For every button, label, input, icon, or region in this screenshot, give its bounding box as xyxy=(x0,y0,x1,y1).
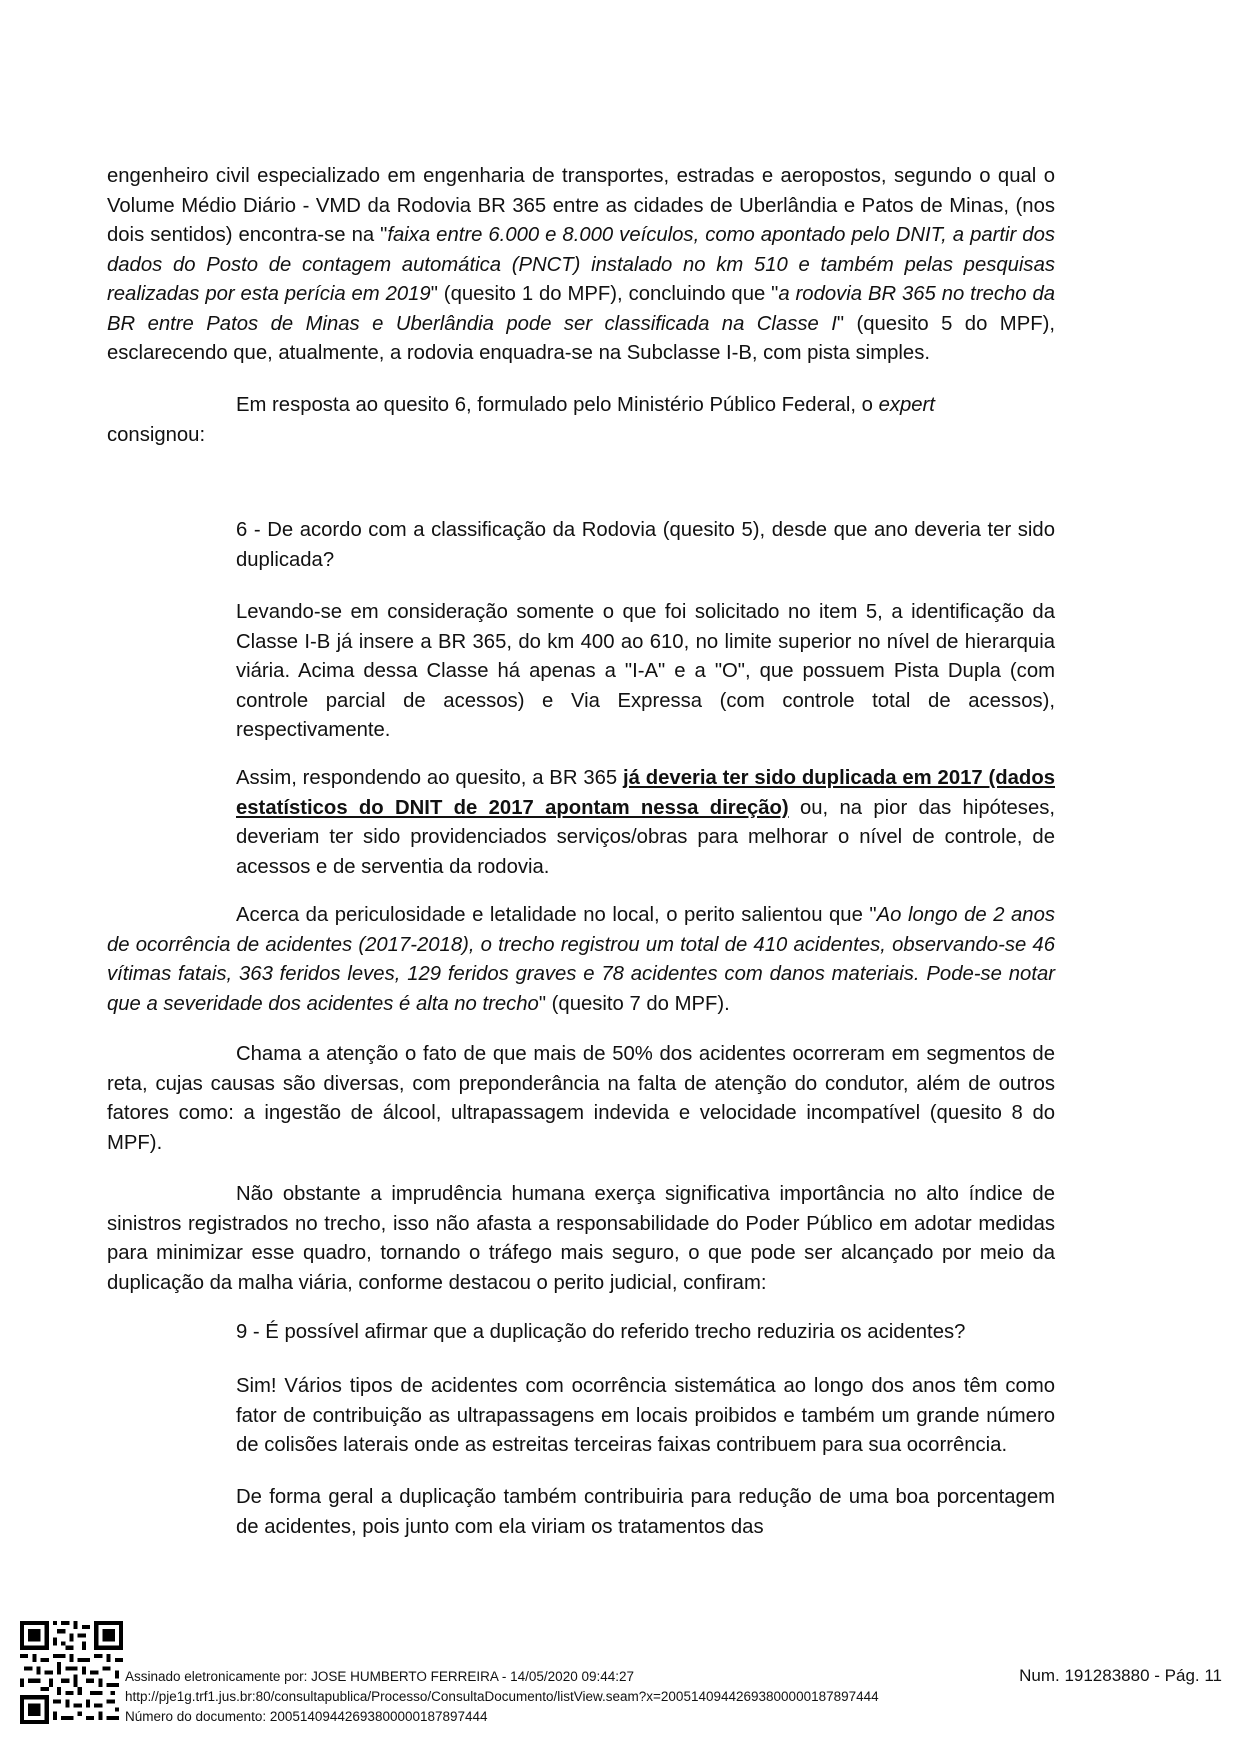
paragraph-periculosidade: Acerca da periculosidade e letalidade no local, o perito salientou que "Ao longo de 2 anos de ocorrência de acidentes (2017-2018), o trecho registrou um total de 410 acidentes, observando-se 46 vítimas fatais, 363 feridos leves, 129 feridos graves e 78 acidentes com danos materiais. Pode-se notar que a severidade dos acidentes é alta no trecho" (quesito 7 do MPF). xyxy=(107,904,1055,1015)
paragraph-text: engenheiro civil especializado em engenharia de transportes, estradas e aeropostos, segundo o qual o Volume Médio Diário - VMD da Rodovia BR 365 entre as cidades de Uberlândia e Patos de Minas, (nos dois sentidos) encontra-se na "faixa entre 6.000 e 8.000 veículos, como apontado pelo DNIT, a partir dos dados do Posto de contagem automática (PNCT) instalado no km 510 e também pelas pesquisas realizadas por esta perícia em 2019" (quesito 1 do MPF), concluindo que "a rodovia BR 365 no trecho da BR entre Patos de Minas e Uberlândia pode ser classificada na Classe I" (quesito 5 do MPF), esclarecendo que, atualmente, a rodovia enquadra-se na Subclasse I-B, com pista simples. xyxy=(107,165,1055,364)
quote-question-6: 6 - De acordo com a classificação da Rodovia (quesito 5), desde que ano deveria ter sido duplicada? xyxy=(236,519,1055,571)
paragraph-expert-report xyxy=(107,162,1055,369)
document-number: Número do documento: 20051409442693800000187897444 xyxy=(125,1709,488,1724)
quote-answer-duplicacao-geral: De forma geral a duplicação também contribuiria para redução de uma boa porcentagem de acidentes, pois junto com ela viriam os tratamentos das xyxy=(236,1486,1055,1538)
paragraph-causas-acidentes: Chama a atenção o fato de que mais de 50% dos acidentes ocorreram em segmentos de reta, cujas causas são diversas, com preponderância na falta de atenção do condutor, além de outros fatores como: a ingestão de álcool, ultrapassagem indevida e velocidade incompatível (quesito 8 do MPF). xyxy=(107,1043,1055,1154)
quote-answer-duplicada: Assim, respondendo ao quesito, a BR 365 já deveria ter sido duplicada em 2017 (dados estatísticos do DNIT de 2017 apontam nessa direção) ou, na pior das hipóteses, deveriam ter sido providenciados serviços/obras para melhorar o nível de controle, de acessos e de serventia da rodovia. xyxy=(236,767,1055,878)
paragraph-quesito-6-intro: Em resposta ao quesito 6, formulado pelo Ministério Público Federal, o expert consignou: xyxy=(107,394,935,446)
document-url-link[interactable]: http://pje1g.trf1.jus.br:80/consultapublica/Processo/ConsultaDocumento/listView.seam?x=20051409442693800000187897444 xyxy=(125,1689,879,1704)
signature-line: Assinado eletronicamente por: JOSE HUMBERTO FERREIRA - 14/05/2020 09:44:27 xyxy=(125,1669,635,1684)
page-number: Num. 191283880 - Pág. 11 xyxy=(1019,1666,1222,1685)
quote-question-9: 9 - É possível afirmar que a duplicação do referido trecho reduziria os acidentes? xyxy=(236,1321,966,1343)
paragraph-responsabilidade: Não obstante a imprudência humana exerça significativa importância no alto índice de sinistros registrados no trecho, isso não afasta a responsabilidade do Poder Público em adotar medidas para minimizar esse quadro, tornando o tráfego mais seguro, o que pode ser alcançado por meio da duplicação da malha viária, conforme destacou o perito judicial, confiram: xyxy=(107,1183,1055,1294)
qr-code-icon xyxy=(20,1621,123,1724)
quote-answer-sim: Sim! Vários tipos de acidentes com ocorrência sistemática ao longo dos anos têm como fator de contribuição as ultrapassagens em locais proibidos e também um grande número de colisões laterais onde as estreitas terceiras faixas contribuem para sua ocorrência. xyxy=(236,1375,1055,1456)
quote-answer-classe: Levando-se em consideração somente o que foi solicitado no item 5, a identificação da Classe I-B já insere a BR 365, do km 400 ao 610, no limite superior no nível de hierarquia viária. Acima dessa Classe há apenas a "I-A" e a "O", que possuem Pista Dupla (com controle parcial de acessos) e Via Expressa (com controle total de acessos), respectivamente. xyxy=(236,601,1055,741)
